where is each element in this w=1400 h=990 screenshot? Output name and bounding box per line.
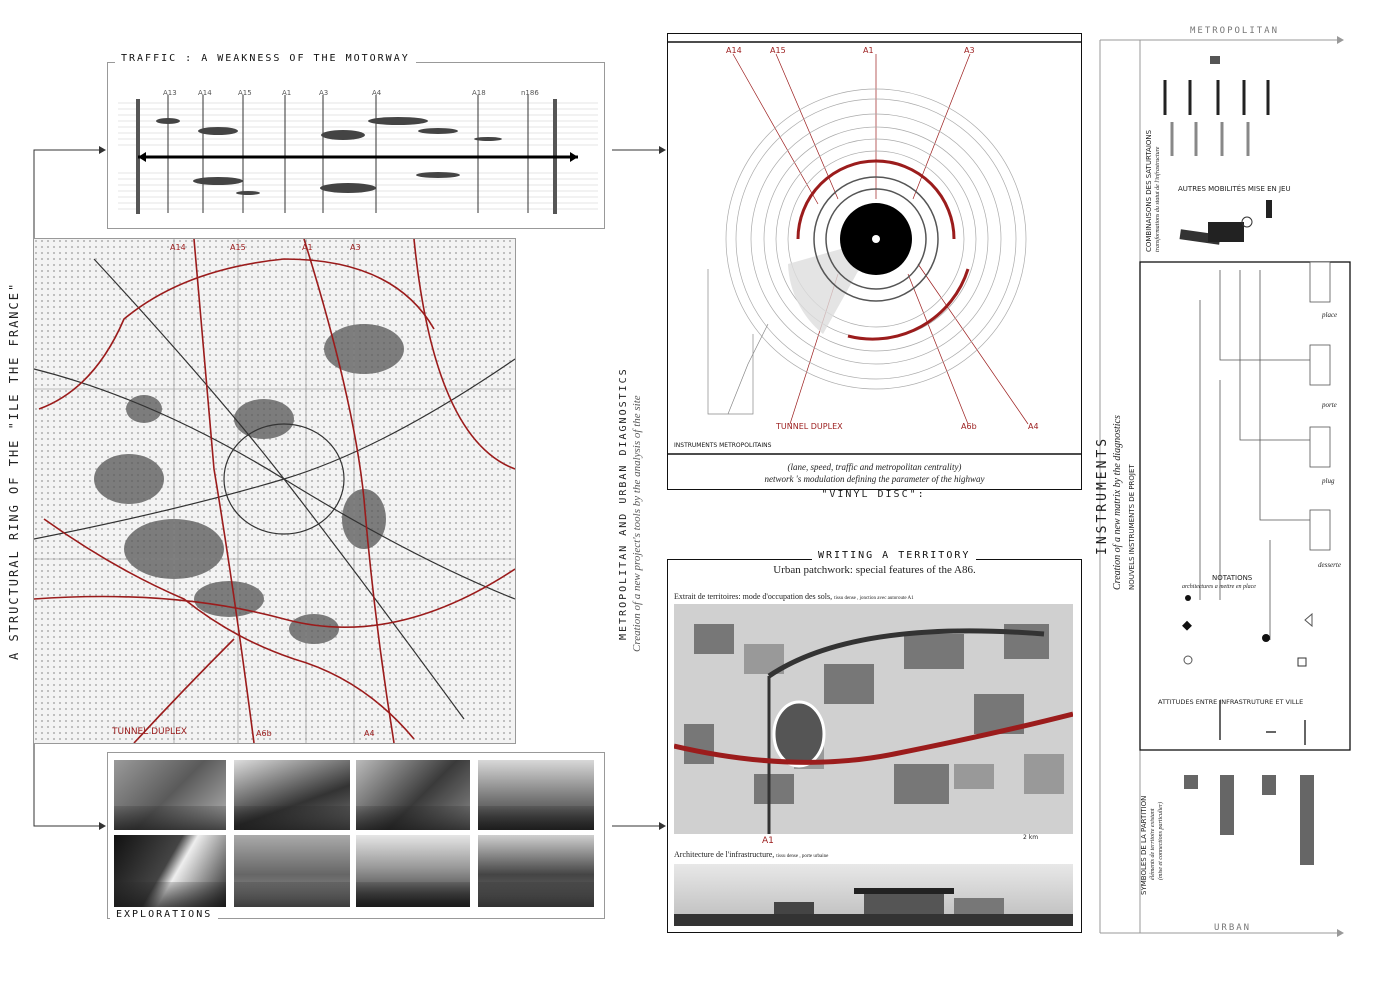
territory-extract-text: Extrait de territoires: mode d'occupation des sols, [674,592,833,601]
side-label-porte: porte [1322,401,1337,409]
map-top-label-3: A3 [350,243,361,252]
traffic-label-4: A3 [319,89,329,97]
vinyl-top-label-1: A15 [770,46,786,55]
instruments-vertical-subtitle: Creation of a new matrix by the diagnostics [1112,415,1123,590]
territory-archi-small: tissu dense , porte urbaine [776,854,829,859]
map-bottom-road-1: A4 [364,729,375,738]
traffic-panel [107,62,605,229]
diagnostics-vertical-subtitle: Creation of a new project's tools by the analysis of the site [631,395,643,652]
traffic-label-3: A1 [282,89,292,97]
symboles-label: SYMBOLES DE LA PARTITION [1140,795,1148,895]
combinaisons-sub: transformations du statut de l'infrastructure [1155,146,1161,252]
traffic-label-2: A15 [238,89,252,97]
vinyl-caption-title: "VINYL DISC": [821,489,926,500]
symboles-sub: éléments de territoire existant [1150,808,1156,880]
vinyl-disc-diagram [668,34,1081,489]
map-top-label-0: A14 [170,243,186,252]
territory-title: WRITING A TERRITORY [812,550,976,561]
traffic-diagram [108,63,604,228]
territory-panel [667,559,1082,933]
vinyl-instruments-label: INSTRUMENTS METROPOLITAINS [674,442,772,449]
photo-highway [114,760,226,830]
symboles-sub2: (mise et connections particulier) [1158,801,1164,880]
territory-aerial-map [674,604,1073,834]
territory-archi-label [674,850,828,859]
vinyl-bottom-label-1: A6b [961,422,977,431]
photo-field [356,835,470,907]
territory-map-label: A1 [762,836,774,846]
ring-map-panel [33,238,516,744]
combinaisons-label: COMBINAISONS DES SATURTAIONS [1145,129,1153,252]
traffic-label-7: n186 [521,89,539,97]
map-top-label-1: A15 [230,243,246,252]
map-tunnel-label: TUNNEL DUPLEX [112,727,187,737]
vinyl-tunnel-label: TUNNEL DUPLEX [776,422,843,431]
notations-label: NOTATIONS [1212,574,1253,582]
vinyl-top-label-2: A1 [863,46,874,55]
nouvels-instruments-label: NOUVELS INSTRUMENTS DE PROJET [1128,464,1136,590]
vinyl-panel [667,33,1082,490]
explorations-panel [107,752,605,919]
territory-archi-text: Architecture de l'infrastructure, [674,850,775,859]
traffic-title: TRAFFIC : A WEAKNESS OF THE MOTORWAY [115,53,416,64]
vinyl-top-label-0: A14 [726,46,742,55]
territory-subtitle: Urban patchwork: special features of the A86. [773,564,976,576]
diagnostics-vertical-title: METROPOLITAN AND URBAN DIAGNOSTICS [618,367,629,640]
territory-extract-small: tissu dense , jonction avec autoroute A1 [834,596,914,601]
autres-mobilites-label: AUTRES MOBILITÉS MISE EN JEU [1178,185,1291,193]
instruments-bottom-label: URBAN [1214,923,1252,933]
side-label-place: place [1322,311,1338,319]
photo-railway [478,760,594,830]
territory-extract-label [674,592,914,601]
ring-map [34,239,515,743]
vinyl-caption-line2: network 's modulation defining the parameter of the highway [764,474,985,484]
traffic-label-6: A18 [472,89,486,97]
photo-vegetation [356,760,470,830]
photo-path [234,835,350,907]
notations-sub: architectures a mettre en place [1182,584,1256,590]
instruments-top-label: METROPOLITAN [1190,26,1280,36]
map-top-label-2: A1 [302,243,313,252]
map-bottom-road-0: A6b [256,729,272,738]
instruments-vertical-title: INSTRUMENTS [1095,435,1110,555]
photo-embankment [478,835,594,907]
explorations-title: EXPLORATIONS [110,909,218,920]
side-label-desserte: desserte [1318,561,1341,569]
territory-scale: 2 km [1023,834,1039,841]
traffic-label-1: A14 [198,89,212,97]
territory-aerial-svg [674,604,1073,834]
map-vertical-title: A STRUCTURAL RING OF THE "ILE THE FRANCE" [7,281,21,660]
traffic-label-5: A4 [372,89,382,97]
territory-section-svg [674,864,1073,926]
photo-tunnel [114,835,226,907]
traffic-label-0: A13 [163,89,177,97]
side-label-plug: plug [1322,477,1335,485]
vinyl-top-label-3: A3 [964,46,975,55]
vinyl-caption-line1: (lane, speed, traffic and metropolitan centrality) [787,462,962,472]
vinyl-bottom-label-2: A4 [1028,422,1039,431]
attitudes-label: ATTITUDES ENTRE INFRASTRUTURE ET VILLE [1158,698,1304,706]
territory-section [674,864,1073,926]
photo-bridge [234,760,350,830]
